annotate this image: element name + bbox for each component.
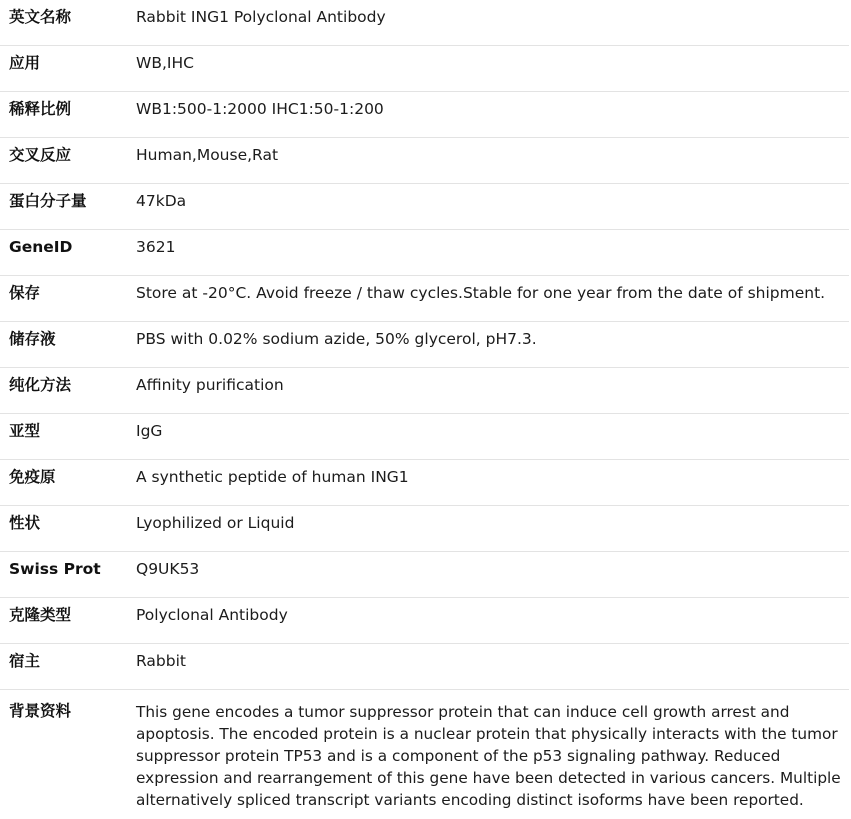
spec-label: 纯化方法 bbox=[0, 368, 128, 414]
spec-value: Q9UK53 bbox=[128, 552, 849, 598]
spec-value: Store at -20°C. Avoid freeze / thaw cycles.Stable for one year from the date of shipment. bbox=[128, 276, 849, 322]
spec-row-storage-buffer bbox=[0, 322, 849, 368]
spec-label: Swiss Prot bbox=[0, 552, 128, 598]
spec-row-storage bbox=[0, 276, 849, 322]
spec-row-isotype bbox=[0, 414, 849, 460]
spec-label: 蛋白分子量 bbox=[0, 184, 128, 230]
spec-row-english-name bbox=[0, 0, 849, 46]
spec-value: This gene encodes a tumor suppressor protein that can induce cell growth arrest and apoptosis. The encoded protein is a nuclear protein that physically interacts with the tumor suppressor protein TP53 and is a component of the p53 signaling pathway. Reduced expression and rearrangement of this gene have been detected in various cancers. Multiple alternatively spliced transcript variants encoding distinct isoforms have been reported. bbox=[128, 690, 849, 819]
spec-row-cross-reactivity bbox=[0, 138, 849, 184]
spec-value: Human,Mouse,Rat bbox=[128, 138, 849, 184]
spec-value: 3621 bbox=[128, 230, 849, 276]
spec-value: 47kDa bbox=[128, 184, 849, 230]
spec-label: 应用 bbox=[0, 46, 128, 92]
spec-row-host bbox=[0, 644, 849, 690]
spec-row-immunogen bbox=[0, 460, 849, 506]
spec-row-gene-id bbox=[0, 230, 849, 276]
spec-label: 储存液 bbox=[0, 322, 128, 368]
spec-row-swiss-prot bbox=[0, 552, 849, 598]
spec-value: Affinity purification bbox=[128, 368, 849, 414]
spec-value: Rabbit ING1 Polyclonal Antibody bbox=[128, 0, 849, 46]
spec-value: A synthetic peptide of human ING1 bbox=[128, 460, 849, 506]
spec-row-application bbox=[0, 46, 849, 92]
spec-row-purification bbox=[0, 368, 849, 414]
spec-value: WB,IHC bbox=[128, 46, 849, 92]
spec-value: IgG bbox=[128, 414, 849, 460]
spec-label: 性状 bbox=[0, 506, 128, 552]
spec-value: PBS with 0.02% sodium azide, 50% glycerol, pH7.3. bbox=[128, 322, 849, 368]
spec-label: GeneID bbox=[0, 230, 128, 276]
spec-label: 背景资料 bbox=[0, 690, 128, 819]
spec-row-form bbox=[0, 506, 849, 552]
spec-label: 宿主 bbox=[0, 644, 128, 690]
spec-value: Polyclonal Antibody bbox=[128, 598, 849, 644]
spec-row-background bbox=[0, 690, 849, 819]
spec-row-molecular-weight bbox=[0, 184, 849, 230]
spec-label: 稀释比例 bbox=[0, 92, 128, 138]
spec-value: Rabbit bbox=[128, 644, 849, 690]
spec-row-dilution bbox=[0, 92, 849, 138]
spec-row-clonality bbox=[0, 598, 849, 644]
spec-label: 交叉反应 bbox=[0, 138, 128, 184]
spec-label: 保存 bbox=[0, 276, 128, 322]
spec-label: 亚型 bbox=[0, 414, 128, 460]
spec-value: Lyophilized or Liquid bbox=[128, 506, 849, 552]
spec-value: WB1:500-1:2000 IHC1:50-1:200 bbox=[128, 92, 849, 138]
spec-label: 免疫原 bbox=[0, 460, 128, 506]
spec-label: 克隆类型 bbox=[0, 598, 128, 644]
spec-label: 英文名称 bbox=[0, 0, 128, 46]
